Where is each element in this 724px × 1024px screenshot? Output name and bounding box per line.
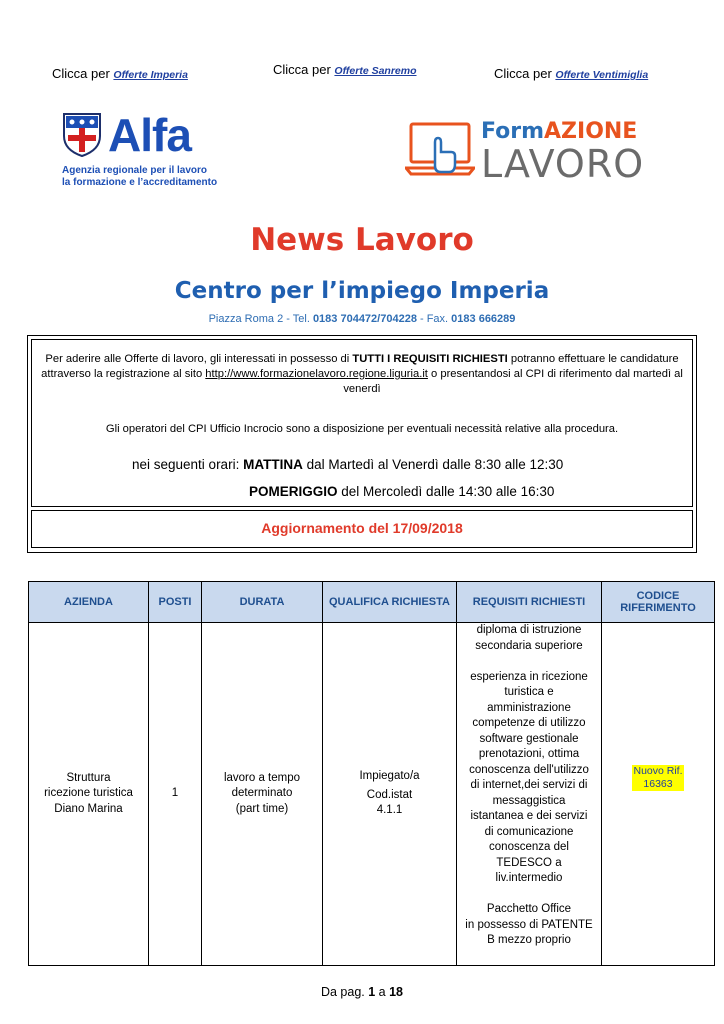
formazione-logo-form: Form (481, 119, 545, 144)
cell-qualifica (323, 623, 457, 966)
info-text: potranno effettuare le candidature attraverso la registrazione al sito (41, 353, 679, 380)
link-imperia-group (52, 66, 188, 81)
cell-codice (602, 623, 715, 966)
requisiti-line (460, 887, 598, 903)
info-text: o presentandosi al CPI di riferimento dal martedì al venerdì (343, 368, 683, 395)
cell-posti: 1 (149, 623, 202, 966)
pomeriggio-label: POMERIGGIO (249, 484, 338, 499)
phone-number: 0183 704472/704228 (312, 313, 417, 325)
link-prefix: Clicca per (52, 66, 110, 81)
column-header: AZIENDA (29, 582, 149, 623)
durata-line: determinato (231, 787, 293, 800)
address-text: Piazza Roma 2 - Tel. (208, 313, 313, 325)
jobs-table (28, 581, 715, 966)
offerte-imperia-link[interactable]: Offerte Imperia (113, 69, 188, 81)
formazione-lavoro-logo (405, 118, 655, 188)
mattina-text: dal Martedì al Venerdì dalle 8:30 alle 12:30 (302, 457, 564, 472)
durata-line: lavoro a tempo (223, 771, 301, 784)
requisiti-line: secondaria superiore (475, 639, 583, 652)
codice-line: Nuovo Rif. (633, 765, 683, 778)
requisiti-line: istantanea e dei servizi (470, 810, 588, 822)
link-ventimiglia-group (494, 66, 648, 81)
column-header: POSTI (149, 582, 202, 623)
cell-requisiti (457, 623, 602, 966)
requisiti-list (460, 623, 598, 949)
column-header: REQUISITI RICHIESTI (457, 582, 602, 623)
requisiti-line: in possesso di PATENTE (465, 918, 593, 931)
website-link[interactable]: http://www.formazionelavoro.regione.liguria.it (205, 368, 428, 380)
liguria-shield-icon (62, 110, 102, 158)
alfa-logo (62, 110, 232, 190)
update-date: Aggiornamento del 17/09/2018 (261, 520, 463, 536)
fax-label: - Fax. (416, 313, 452, 325)
offerte-ventimiglia-link[interactable]: Offerte Ventimiglia (555, 69, 649, 81)
info-box-main (31, 339, 693, 507)
requisiti-line: software gestionale (479, 732, 579, 745)
page-title: News Lavoro (250, 222, 474, 258)
formazione-logo-top (481, 120, 637, 144)
requisiti-line: prenotazioni, ottima (478, 748, 580, 760)
fax-number: 0183 666289 (451, 313, 516, 325)
requisiti-line: diploma di istruzione (476, 624, 582, 636)
requisiti-line (460, 654, 598, 670)
link-prefix: Clicca per (273, 62, 331, 77)
durata-line: (part time) (235, 802, 289, 815)
column-header: DURATA (202, 582, 323, 623)
alfa-logo-line1: Agenzia regionale per il lavoro (62, 165, 208, 176)
info-paragraph-1 (38, 352, 686, 397)
total-pages: 18 (389, 985, 404, 999)
requisiti-line: conoscenza dell'utilizzo (469, 763, 589, 776)
info-requisiti-bold: TUTTI I REQUISITI RICHIESTI (352, 353, 508, 365)
requisiti-line: di comunicazione (484, 825, 574, 838)
qualifica-line: Cod.istat (366, 788, 413, 801)
orari-mattina (132, 457, 563, 472)
footer-text: a (375, 985, 390, 999)
info-operators-text: Gli operatori del CPI Ufficio Incrocio sono a disposizione per eventuali necessità relative alla procedura. (105, 423, 619, 435)
requisiti-line: conoscenza del (489, 841, 569, 853)
codice-number: 16363 (643, 778, 673, 791)
codice-highlight (632, 765, 683, 791)
column-header: CODICE RIFERIMENTO (602, 582, 715, 623)
address-line (0, 313, 724, 325)
table-row (29, 623, 715, 966)
requisiti-line: Pacchetto Office (486, 903, 572, 915)
orari-pomeriggio (249, 484, 554, 499)
azienda-line: ricezione turistica (44, 787, 133, 800)
info-text: Per aderire alle Offerte di lavoro, gli interessati in possesso di (45, 353, 353, 365)
alfa-logo-word: Alfa (108, 109, 191, 161)
page-footer (0, 985, 724, 999)
requisiti-line: amministrazione (487, 701, 571, 714)
azienda-line: Diano Marina (54, 802, 123, 815)
table-header-row (29, 582, 715, 623)
qualifica-line: 4.1.1 (376, 804, 403, 817)
info-box (27, 335, 697, 553)
requisiti-line: messaggistica (492, 794, 566, 807)
formazione-logo-lavoro: LAVORO (481, 142, 645, 186)
alfa-logo-line2: la formazione e l’accreditamento (62, 177, 218, 188)
qualifica-line: Impiegato/a (359, 770, 420, 783)
formazione-logo-azione: AZIONE (544, 119, 638, 144)
requisiti-line: liv.intermedio (495, 872, 563, 884)
requisiti-line: esperienza in ricezione (470, 670, 588, 683)
pomeriggio-text: del Mercoledì dalle 14:30 alle 16:30 (337, 484, 555, 499)
cell-azienda (29, 623, 149, 966)
orari-prefix: nei seguenti orari: (132, 457, 244, 472)
requisiti-line: TEDESCO a (496, 856, 562, 869)
link-prefix: Clicca per (494, 66, 552, 81)
requisiti-line: di internet,dei servizi di (470, 779, 588, 791)
footer-text: Da pag. (320, 985, 369, 999)
mattina-label: MATTINA (243, 457, 303, 472)
azienda-line: Struttura (66, 771, 111, 784)
requisiti-line: turistica e (504, 686, 554, 698)
requisiti-line: competenze di utilizzo (472, 717, 586, 729)
requisiti-line: B mezzo proprio (487, 934, 571, 946)
column-header: QUALIFICA RICHIESTA (323, 582, 457, 623)
info-paragraph-2 (38, 422, 686, 437)
laptop-hand-icon (405, 120, 475, 186)
offerte-sanremo-link[interactable]: Offerte Sanremo (334, 65, 417, 77)
current-page: 1 (368, 985, 376, 999)
page-subtitle: Centro per l’impiego Imperia (174, 278, 550, 304)
cell-durata (202, 623, 323, 966)
update-box (31, 510, 693, 548)
link-sanremo-group (273, 62, 417, 77)
